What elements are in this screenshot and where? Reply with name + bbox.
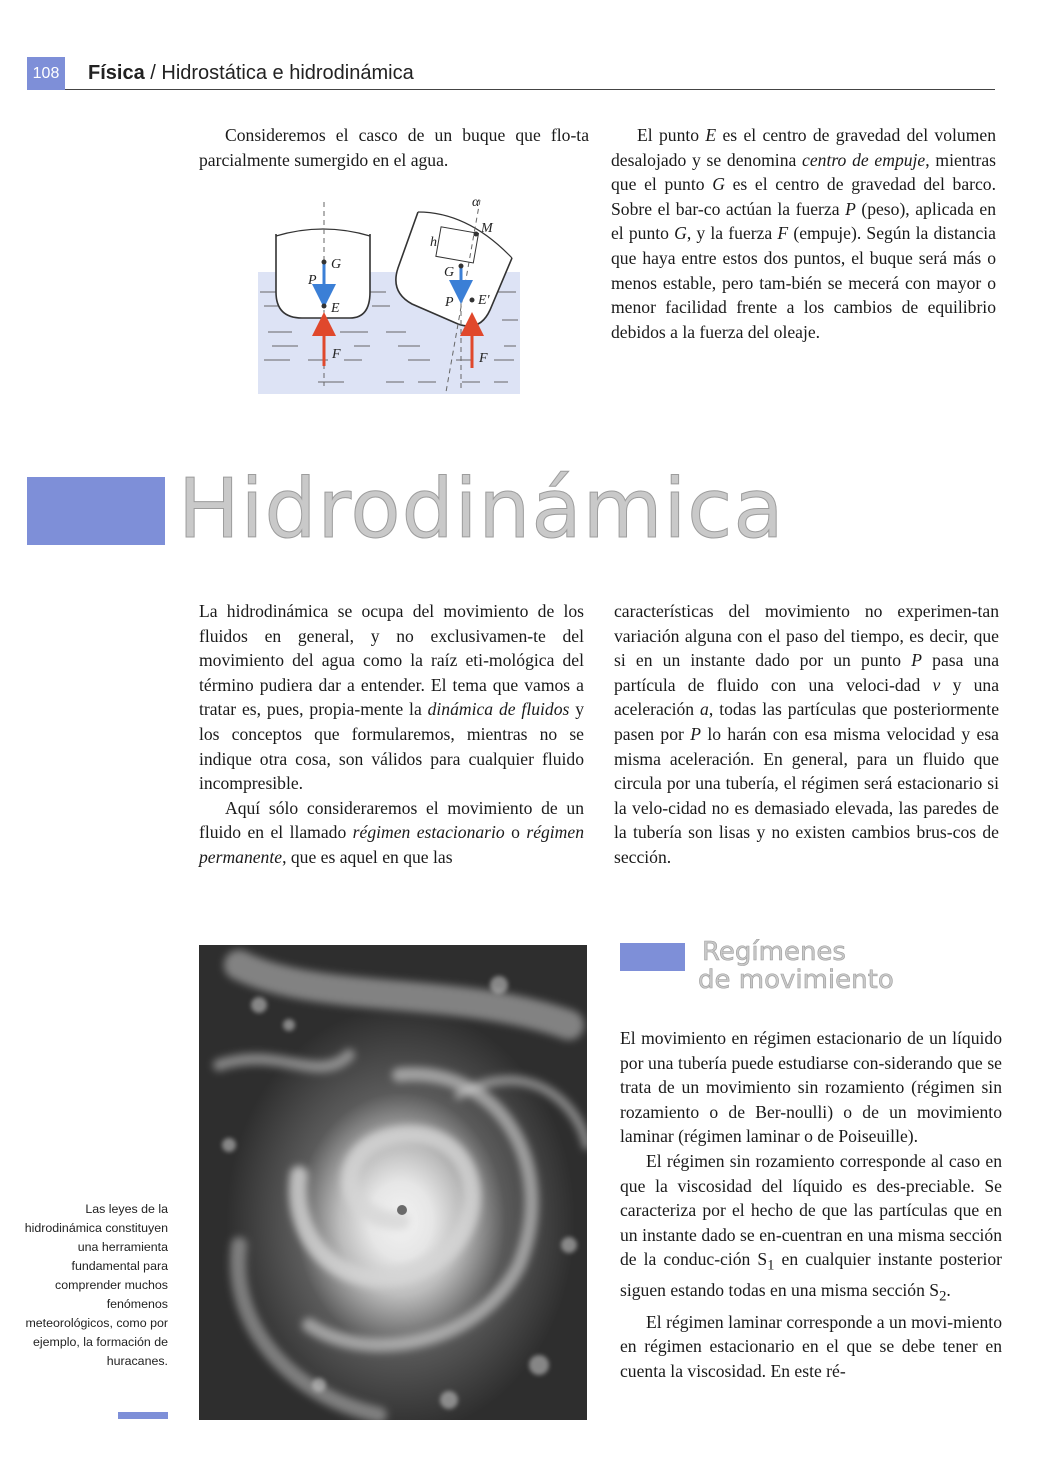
text-run: pasa una partícula de fluido con una veloci-dad [614,650,999,695]
text-run: , mientras que el punto [611,149,996,195]
subsection-title [698,938,894,994]
text-run: y los conceptos que formularemos, mientras no se indique otra cosa, son válidos para cualquier fluido incompresible. [199,699,585,794]
text-run: (empuje). Según la distancia que haya entre estos dos puntos, el buque será más o menos estable, pero tam-bién se mecerá con mayor o menor facilidad frente a los cambios de equilibrio debidos a la fuerza del oleaje. [611,223,996,342]
var-e: E [705,125,717,145]
text-run: , todas las partículas que posteriormente pasen por [614,699,999,744]
label-g-right: G [444,265,455,280]
regimenes-column [620,1026,1002,1383]
point-g-right [459,264,464,269]
label-m: M [481,221,493,236]
term-regimen-estacionario: régimen estacionario [352,822,505,843]
label-alpha: α [472,196,480,210]
header-topic: Hidrostática e hidrodinámica [161,62,414,84]
subsection-accent-box [620,943,685,971]
term-dinamica-de-fluidos: dinámica de fluidos [427,699,570,720]
text-run: , que es aquel en que las [282,846,453,867]
var-a: a [700,699,709,720]
subsection-title-line-1: Regímenes [702,937,846,967]
regimenes-paragraph-1: El movimiento en régimen estacionario de un líquido por una tubería puede estudiarse con-siderando que se trata de un movimiento sin rozamiento (régimen sin rozamiento o de Ber-noulli) o de un movimiento laminar (régimen laminar o de Poiseuille). [620,1028,1002,1147]
text-run: (peso), aplicada en el punto [611,198,996,244]
hidrodinamica-right-column [614,599,999,870]
text-run: características del movimiento no experimen-tan variación alguna con el paso del tiempo, es decir, que si en un instante dado por un punto [614,601,999,671]
header-rule [65,89,995,90]
text-run: El régimen sin rozamiento corresponde al caso en que la viscosidad del líquido es des-preciable. Se caracteriza por el hecho de que las partículas que en un instante dado se en-cuentran en una misma sección de la conduc-ción S [620,1150,1002,1270]
term-regimen-permanente: régimen permanente [199,822,584,867]
text-run: La hidrodinámica se ocupa del movimiento de los fluidos en general, y no exclusivamen-te del movimiento del agua como la raíz eti-mológica del término pudiera dar a entender. El tema que vamos a tratar es, pues, propia-mente la [199,601,584,720]
section-title: Hidrodinámica [178,462,785,557]
var-g: G [674,223,687,244]
intro-paragraph: Consideremos el casco de un buque que flo-ta parcialmente sumergido en el agua. [199,125,589,170]
page-number: 108 [32,64,60,82]
point-m [474,232,479,237]
label-f-left: F [332,347,341,362]
var-f: F [777,223,789,244]
term-centro-de-empuje: centro de empuje [802,149,926,170]
text-run: en cualquier instante posterior siguen estando todas en una misma sección S [620,1249,1002,1301]
header-separator: / [144,62,162,84]
text-run: es el centro de gravedad del volumen desalojado y se denomina [611,125,996,170]
label-p-left: P [308,273,317,288]
var-g: G [712,174,725,195]
intro-paragraph-block [199,123,589,172]
photo-caption: Las leyes de la hidrodinámica constituyen una herramienta fundamental para comprender muchos fenómenos meteorológicos, como por ejemplo, la formación de huracanes. [24,1202,168,1368]
var-v: v [932,674,941,695]
point-g-left [322,260,327,265]
hidro-paragraph-3 [614,599,999,870]
running-header [88,62,414,85]
hurricane-satellite-photo [199,945,587,1420]
subsection-title-line-2: de movimiento [698,965,894,995]
label-f-right: F [479,351,488,366]
regimenes-paragraph-2 [620,1149,1002,1310]
text-run: y una aceleración [614,674,999,720]
header-subject: Física [88,62,145,84]
point-e-left [322,304,327,309]
section-accent-box [27,477,165,545]
subscript-1: 1 [767,1257,775,1274]
ship-stability-diagram [258,196,520,394]
text-run: es el centro de gravedad del barco. Sobre el bar-co actúan la fuerza [611,174,996,219]
hidro-paragraph-2 [199,796,584,870]
label-e-prime: E' [478,293,490,308]
label-g-left: G [331,257,342,272]
page-number-box [27,57,65,90]
label-h: h [430,235,437,250]
caption-accent-bar [118,1412,168,1419]
text-run: lo harán con esa misma velocidad y esa misma aceleración. En general, para un fluido que circula por una tubería, el régimen será estacionario si la velo-cidad no es demasiado elevada, las paredes de la tubería son lisas y no existen cambios brus-cos de sección. [614,723,999,867]
text-run: , y la fuerza [686,223,778,244]
empuje-paragraph-block [611,123,996,344]
var-p: P [911,650,923,671]
hidrodinamica-left-column [199,599,584,870]
label-e-left: E [331,301,340,316]
label-p-right: P [445,295,454,310]
text-run: . [946,1280,951,1301]
hidro-paragraph-1 [199,599,584,796]
var-p: P [845,198,856,219]
text-run: El punto [637,125,706,145]
regimenes-paragraph-3: El régimen laminar corresponde a un movi-miento en régimen estacionario en el que se debe tener en cuenta la viscosidad. En este ré- [620,1311,1002,1381]
subscript-2: 2 [939,1288,947,1305]
point-e-right [470,298,475,303]
text-run: Aquí sólo consideraremos el movimiento de un fluido en el llamado [199,797,584,843]
empuje-paragraph [611,123,996,344]
var-p: P [690,723,701,744]
hurricane-eye [397,1205,407,1215]
text-run: o [504,822,527,843]
